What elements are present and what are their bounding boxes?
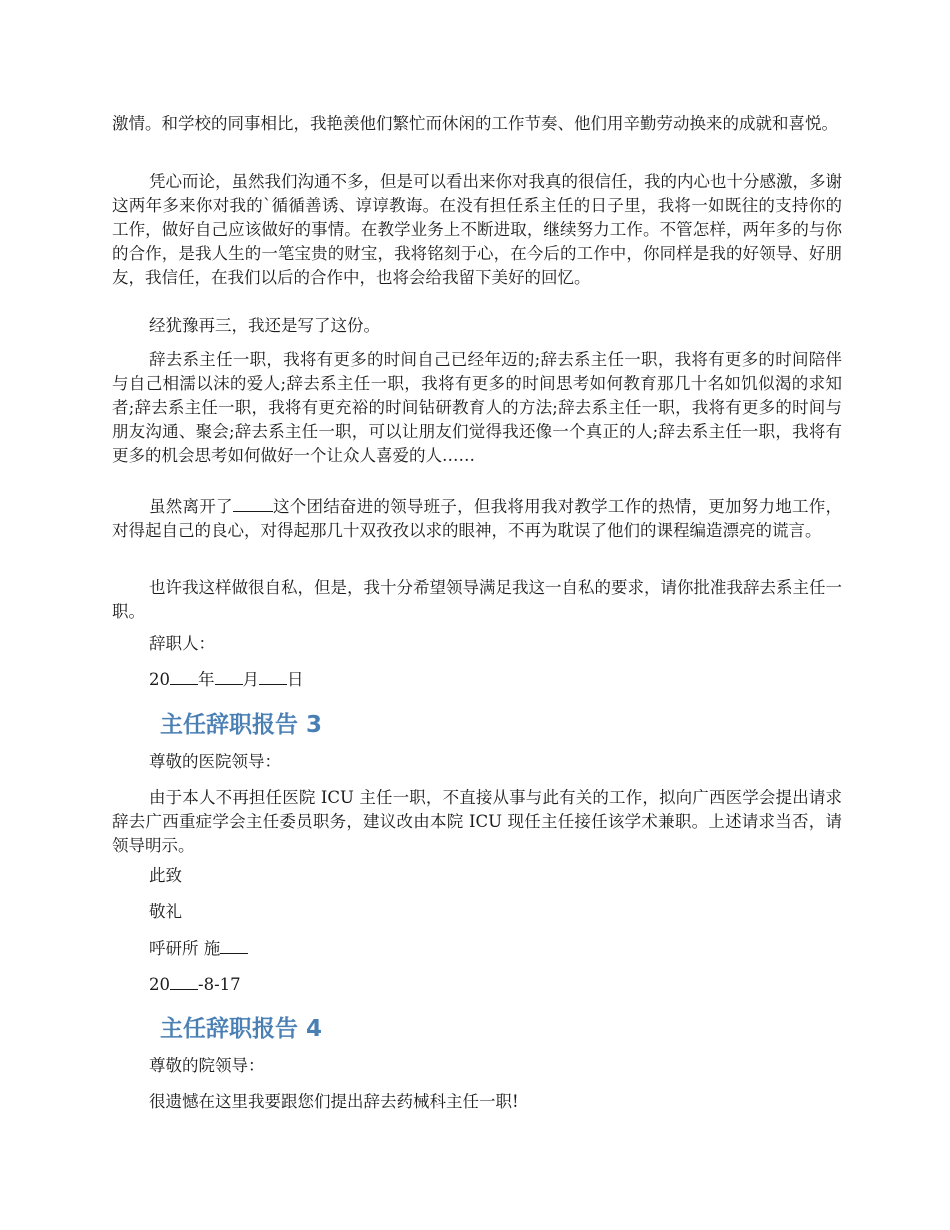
signer-name: 呼研所 施: [149, 939, 221, 958]
date-line-3: [149, 972, 241, 997]
paragraph-continuation: 激情。和学校的同事相比，我艳羡他们繁忙而休闲的工作节奏、他们用辛勤劳动换来的成就和喜悦。: [112, 114, 838, 133]
date-line-1: [149, 667, 304, 692]
paragraph-farewell: [112, 494, 842, 543]
paragraph-gratitude: 凭心而论，虽然我们沟通不多，但是可以看出来你对我真的很信任，我的内心也十分感激，多谢这两年多来你对我的`循循善诱、谆谆教诲。在没有担任系主任的日子里，我将一如既往的支持你的工作，做好自己应该做好的事情。在教学业务上不断进取，继续努力工作。不管怎样，两年多的与你的合作，是我人生的一笔宝贵的财宝，我将铭刻于心，在今后的工作中，你同样是我的好领导、好朋友，我信任，在我们以后的合作中，也将会给我留下美好的回忆。: [112, 172, 842, 287]
section-heading-3: 主任辞职报告 3: [160, 712, 323, 738]
salutation-3: 尊敬的医院领导：: [149, 752, 281, 771]
blank-signer: [220, 936, 248, 954]
date-day-label: 日: [287, 670, 304, 689]
paragraph-section4-body: 很遗憾在这里我要跟您们提出辞去药械科主任一职!: [149, 1092, 519, 1111]
farewell-text-start: 虽然离开了: [149, 497, 233, 516]
blank-day: [259, 667, 287, 685]
blank-year-3: [170, 972, 198, 990]
section-heading-4: 主任辞职报告 4: [160, 1016, 323, 1042]
date-month-label: 月: [242, 670, 259, 689]
date-year-label: 年: [198, 670, 215, 689]
blank-month: [215, 667, 243, 685]
blank-year: [170, 667, 198, 685]
blank-line: [233, 494, 273, 512]
salutation-4: 尊敬的院领导：: [149, 1056, 265, 1075]
date-prefix-3: 20: [149, 975, 170, 994]
paragraph-request: 也许我这样做很自私，但是，我十分希望领导满足我这一自私的要求，请你批准我辞去系主任一职。: [112, 578, 842, 621]
paragraph-decision: 经犹豫再三，我还是写了这份。: [149, 316, 380, 335]
farewell-text-end: 这个团结奋进的领导班子，但我将用我对教学工作的热情，更加努力地工作，对得起自己的良心，对得起那几十双孜孜以求的眼神，不再为耽误了他们的课程编造漂亮的谎言。: [112, 497, 843, 540]
paragraph-section3-body: 由于本人不再担任医院 ICU 主任一职，不直接从事与此有关的工作，拟向广西医学会提出请求辞去广西重症学会主任委员职务，建议改由本院 ICU 现任主任接任该学术兼职。上述请求当否，请领导明示。: [112, 788, 842, 855]
date-suffix-3: -8-17: [198, 975, 241, 994]
closing-jing-li: 敬礼: [149, 902, 182, 921]
closing-ci-zhi: 此致: [149, 866, 182, 885]
date-year-prefix: 20: [149, 670, 170, 689]
resigner-label: 辞职人：: [149, 634, 215, 653]
paragraph-reasons: 辞去系主任一职，我将有更多的时间自己已经年迈的;辞去系主任一职，我将有更多的时间陪伴与自己相濡以沫的爱人;辞去系主任一职，我将有更多的时间思考如何教育那几十名如饥似渴的求知者;辞去系主任一职，我将有更充裕的时间钻研教育人的方法;辞去系主任一职，我将有更多的时间与朋友沟通、聚会;辞去系主任一职，可以让朋友们觉得我还像一个真正的人;辞去系主任一职，我将有更多的机会思考如何做好一个让众人喜爱的人……: [112, 350, 842, 465]
signer-line: [149, 936, 248, 961]
